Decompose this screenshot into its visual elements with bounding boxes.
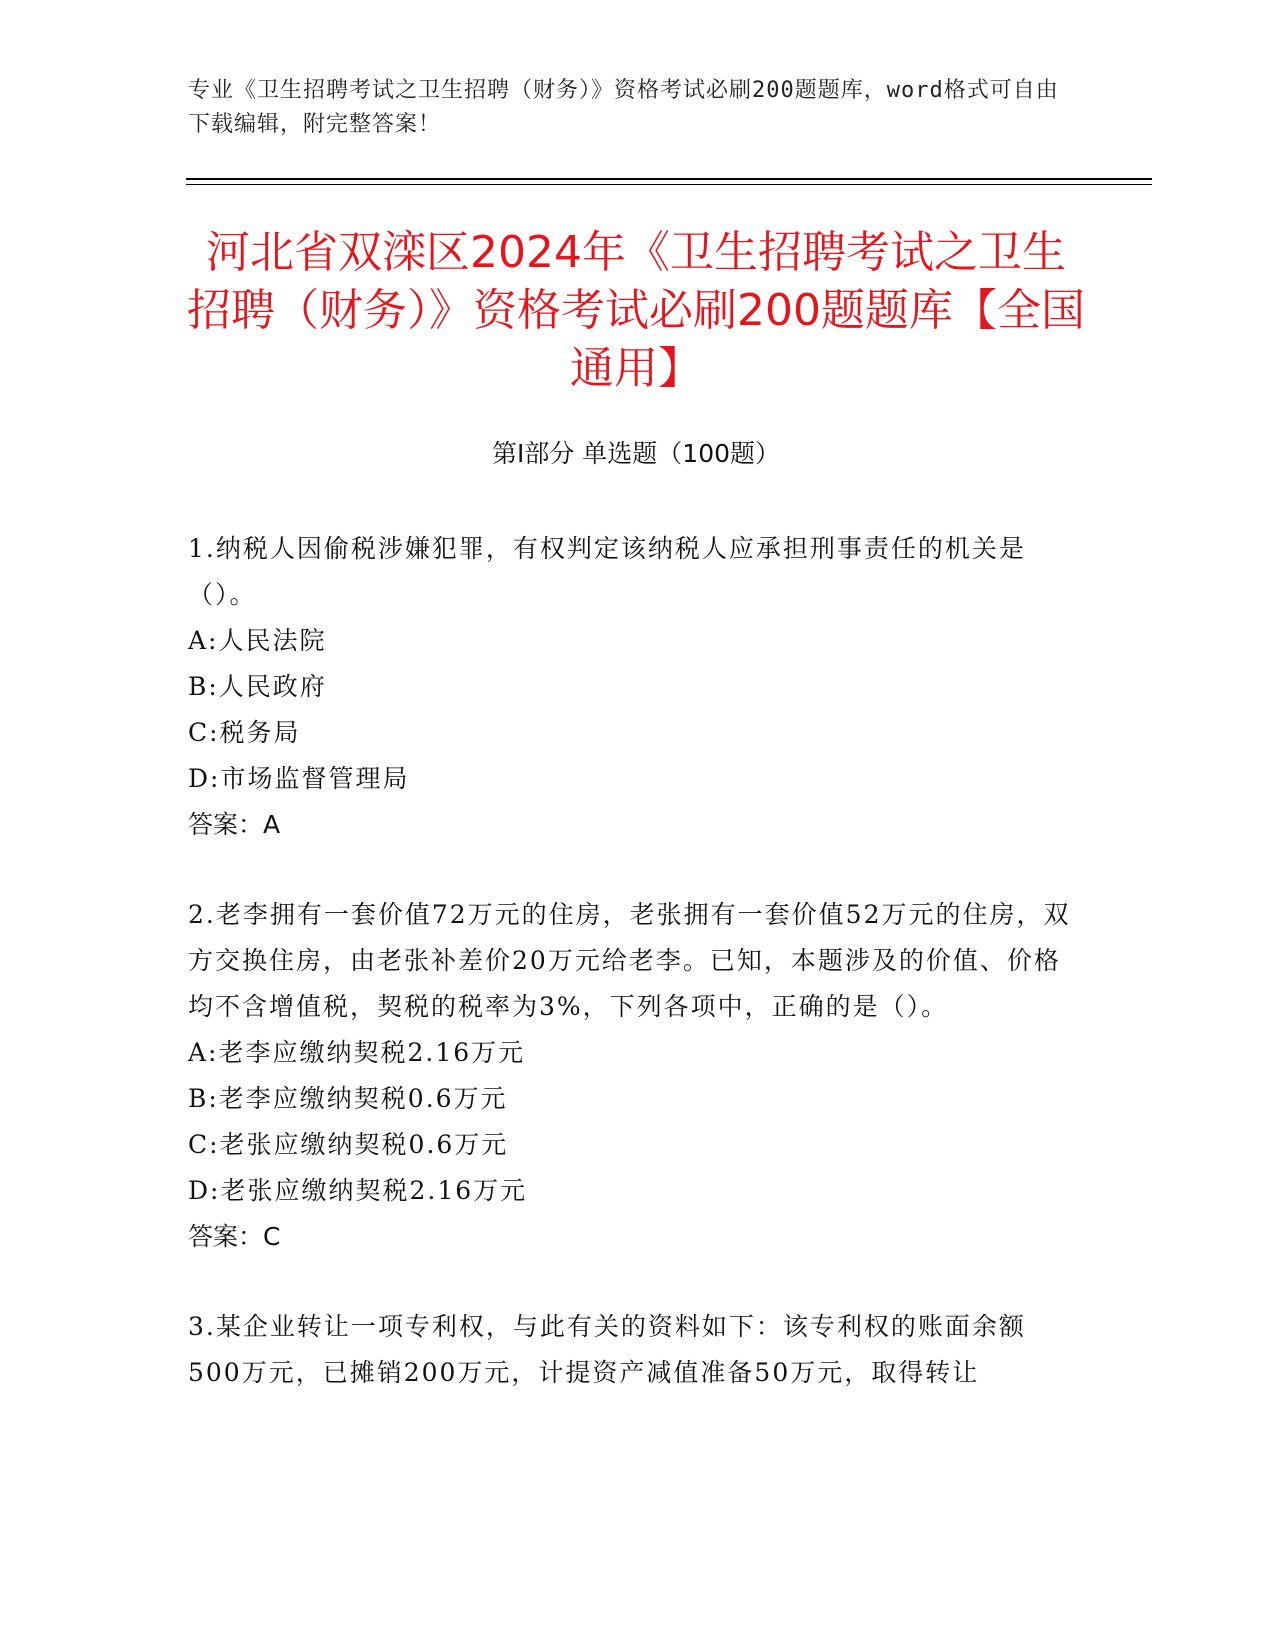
section-title: 第I部分 单选题（100题） [491,439,781,468]
answer-line: 答案：A [188,810,281,839]
answer-line: 答案：C [188,1222,281,1251]
header-note: 专业《卫生招聘考试之卫生招聘（财务）》资格考试必刷200题题库，word格式可自由下载编辑，附完整答案！ [188,78,1059,137]
document-title: 河北省双滦区2024年《卫生招聘考试之卫生招聘（财务）》资格考试必刷200题题库【全国通用】 [187,227,1085,394]
header-divider-thin [186,184,1152,185]
option-d: D:老张应缴纳契税2.16万元 [188,1176,528,1205]
option-c: C:税务局 [188,718,301,747]
option-a: A:老李应缴纳契税2.16万元 [188,1038,526,1067]
question-1 [188,526,1078,848]
option-b: B:老李应缴纳契税0.6万元 [188,1084,508,1113]
option-a: A:人民法院 [188,626,327,655]
question-list [188,526,1078,1440]
question-stem: 3.某企业转让一项专利权，与此有关的资料如下：该专利权的账面余额500万元，已摊销200万元，计提资产减值准备50万元，取得转让 [188,1312,1026,1387]
question-stem: 1.纳税人因偷税涉嫌犯罪，有权判定该纳税人应承担刑事责任的机关是（）。 [188,534,1026,609]
question-2 [188,892,1078,1260]
option-c: C:老张应缴纳契税0.6万元 [188,1130,509,1159]
question-stem: 2.老李拥有一套价值72万元的住房，老张拥有一套价值52万元的住房，双方交换住房，由老张补差价20万元给老李。已知，本题涉及的价值、价格均不含增值税，契税的税率为3%，下列各项中，正确的是（）。 [188,900,1071,1021]
header-divider-thick [186,178,1152,180]
option-b: B:人民政府 [188,672,327,701]
option-d: D:市场监督管理局 [188,764,410,793]
question-3 [188,1304,1078,1396]
